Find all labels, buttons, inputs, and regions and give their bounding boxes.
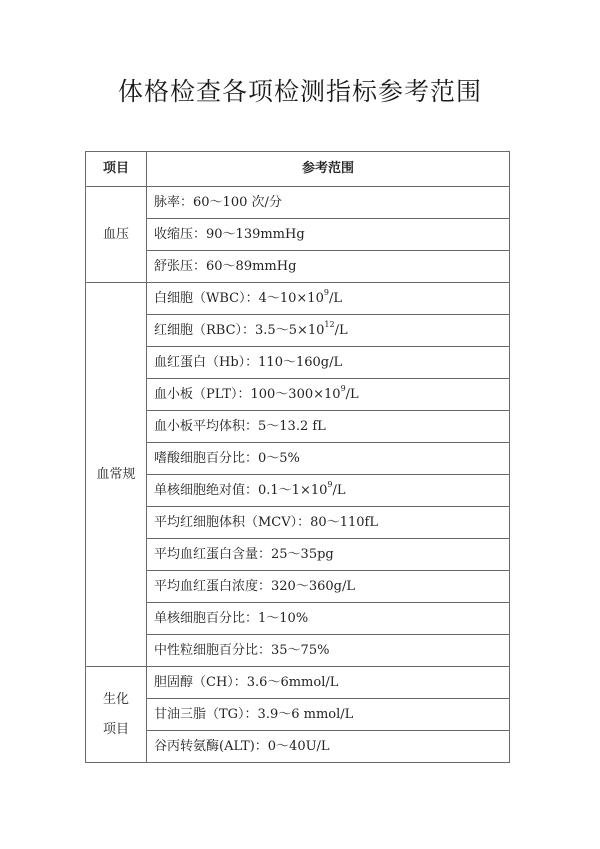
range-wbc-unit: /L [328,290,342,306]
category-blood-routine: 血常规 [86,283,147,667]
range-rbc-exponent: 12 [324,320,335,330]
range-cholesterol: 胆固醇（CH）：3.6～6mmol/L [147,667,510,699]
table-row [86,475,510,507]
table-row [86,251,510,283]
range-monocyte-abs-unit: /L [332,482,346,498]
range-wbc-text: 白细胞（WBC）：4～10×10 [154,290,324,306]
table-row [86,283,510,315]
range-mcv: 平均红细胞体积（MCV）：80～110fL [147,507,510,539]
table-row [86,603,510,635]
header-range: 参考范围 [147,152,510,187]
header-item: 项目 [86,152,147,187]
range-rbc-text: 红细胞（RBC）：3.5～5×10 [154,322,325,338]
range-plt [147,379,510,411]
table-row [86,731,510,763]
range-systolic: 收缩压：90～139mmHg [147,219,510,251]
category-biochemistry-line2: 项目 [102,721,129,737]
category-biochemistry [86,667,147,763]
table-row [86,315,510,347]
range-plt-exponent: 9 [340,384,346,394]
table-row [86,443,510,475]
range-monocyte-abs-text: 单核细胞绝对值：0.1～1×10 [154,482,328,498]
table-row [86,635,510,667]
table-row [86,667,510,699]
range-plt-unit: /L [345,386,359,402]
table-row [86,539,510,571]
range-mpv: 血小板平均体积：5～13.2 fL [147,411,510,443]
range-monocyte-abs [147,475,510,507]
range-rbc [147,315,510,347]
range-eosinophil-pct: 嗜酸细胞百分比：0～5% [147,443,510,475]
range-hb: 血红蛋白（Hb）：110～160g/L [147,347,510,379]
range-alt: 谷丙转氨酶(ALT)：0～40U/L [147,731,510,763]
range-monocyte-abs-exponent: 9 [327,480,333,490]
range-wbc [147,283,510,315]
table-row [86,347,510,379]
table-row [86,411,510,443]
table-row [86,379,510,411]
range-mchc: 平均血红蛋白浓度：320～360g/L [147,571,510,603]
range-wbc-exponent: 9 [323,288,329,298]
range-pulse: 脉率：60～100 次/分 [147,187,510,219]
range-plt-text: 血小板（PLT）：100～300×10 [154,386,341,402]
reference-range-table [85,151,510,763]
table-row [86,187,510,219]
range-diastolic: 舒张压：60～89mmHg [147,251,510,283]
table-row [86,219,510,251]
category-blood-pressure: 血压 [86,187,147,283]
range-rbc-unit: /L [334,322,348,338]
table-row [86,699,510,731]
range-monocyte-pct: 单核细胞百分比：1～10% [147,603,510,635]
table-row [86,507,510,539]
range-triglyceride: 甘油三脂（TG）：3.9～6 mmol/L [147,699,510,731]
table-row [86,571,510,603]
table-header-row [86,152,510,187]
category-biochemistry-line1: 生化 [102,691,129,707]
page-title: 体格检查各项检测指标参考范围 [117,77,482,106]
range-mch: 平均血红蛋白含量：25～35pg [147,539,510,571]
range-neutrophil-pct: 中性粒细胞百分比：35～75% [147,635,510,667]
